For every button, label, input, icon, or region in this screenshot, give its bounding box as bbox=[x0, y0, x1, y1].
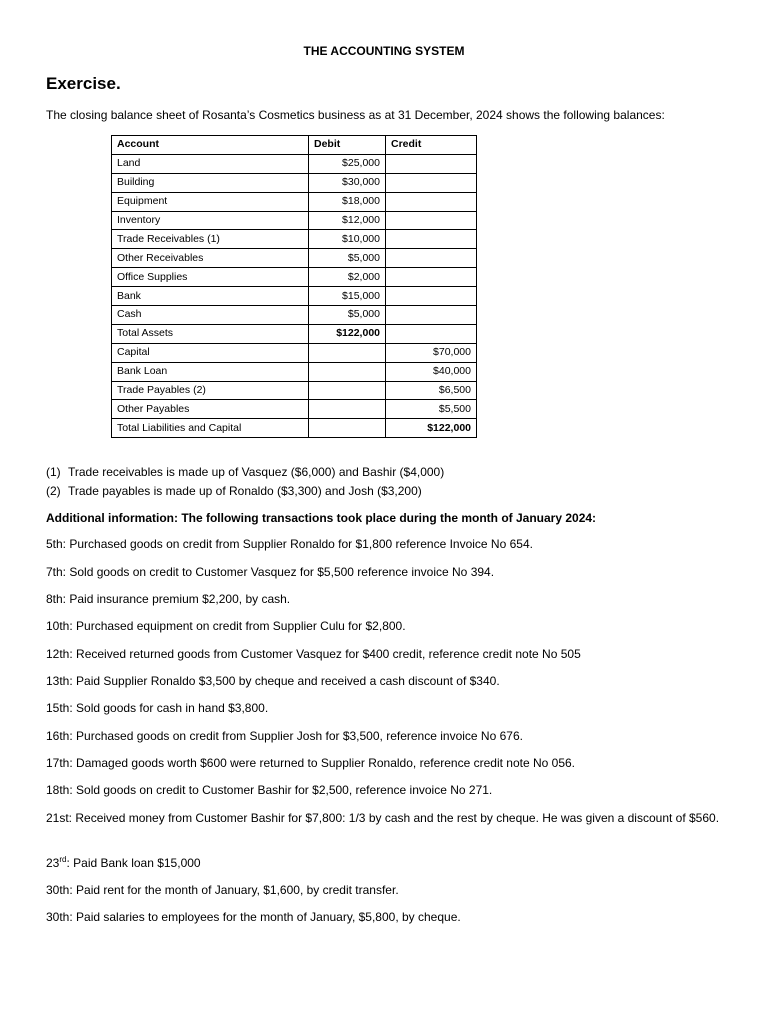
debit-cell: $25,000 bbox=[309, 154, 386, 173]
credit-cell: $5,500 bbox=[386, 400, 477, 419]
page-title: THE ACCOUNTING SYSTEM bbox=[303, 44, 465, 58]
account-cell: Equipment bbox=[112, 192, 309, 211]
debit-cell: $12,000 bbox=[309, 211, 386, 230]
credit-cell: $6,500 bbox=[386, 381, 477, 400]
transaction-line: 10th: Purchased equipment on credit from Supplier Culu for $2,800. bbox=[46, 619, 406, 633]
account-cell: Office Supplies bbox=[112, 268, 309, 287]
debit-cell bbox=[309, 381, 386, 400]
table-row bbox=[112, 381, 477, 400]
table-row bbox=[112, 287, 477, 306]
table-row-total-liabilities bbox=[112, 419, 477, 438]
transaction-text: : Paid Bank loan $15,000 bbox=[66, 856, 201, 870]
account-cell: Bank Loan bbox=[112, 362, 309, 381]
debit-total-cell: $122,000 bbox=[309, 324, 386, 343]
table-row bbox=[112, 173, 477, 192]
credit-cell bbox=[386, 173, 477, 192]
transaction-line: 21st: Received money from Customer Bashir for $7,800: 1/3 by cash and the rest by cheque. He was given a discount of $560. bbox=[46, 811, 720, 825]
table-row bbox=[112, 230, 477, 249]
table-row bbox=[112, 211, 477, 230]
table-row bbox=[112, 154, 477, 173]
debit-cell: $15,000 bbox=[309, 287, 386, 306]
header-account: Account bbox=[112, 136, 309, 155]
transaction-line: 5th: Purchased goods on credit from Supplier Ronaldo for $1,800 reference Invoice No 654. bbox=[46, 537, 533, 551]
transaction-line: 17th: Damaged goods worth $600 were returned to Supplier Ronaldo, reference credit note No 056. bbox=[46, 756, 575, 770]
transaction-line: 15th: Sold goods for cash in hand $3,800. bbox=[46, 701, 269, 715]
account-cell: Cash bbox=[112, 306, 309, 325]
transaction-line: 16th: Purchased goods on credit from Supplier Josh for $3,500, reference invoice No 676. bbox=[46, 729, 523, 743]
account-cell: Other Receivables bbox=[112, 249, 309, 268]
balance-sheet-table bbox=[111, 135, 477, 438]
debit-cell: $18,000 bbox=[309, 192, 386, 211]
credit-total-cell: $122,000 bbox=[386, 419, 477, 438]
account-cell: Trade Payables (2) bbox=[112, 381, 309, 400]
footnote bbox=[46, 482, 444, 501]
debit-cell: $10,000 bbox=[309, 230, 386, 249]
account-cell: Bank bbox=[112, 287, 309, 306]
transaction-line: 30th: Paid rent for the month of January, $1,600, by credit transfer. bbox=[46, 883, 399, 897]
debit-cell: $5,000 bbox=[309, 249, 386, 268]
account-cell: Total Assets bbox=[112, 324, 309, 343]
credit-cell bbox=[386, 230, 477, 249]
debit-cell bbox=[309, 343, 386, 362]
table-row bbox=[112, 362, 477, 381]
table-row bbox=[112, 249, 477, 268]
debit-cell bbox=[309, 362, 386, 381]
credit-cell bbox=[386, 211, 477, 230]
transaction-line: 30th: Paid salaries to employees for the month of January, $5,800, by cheque. bbox=[46, 910, 461, 924]
account-cell: Land bbox=[112, 154, 309, 173]
credit-cell bbox=[386, 306, 477, 325]
footnote-text: Trade receivables is made up of Vasquez ($6,000) and Bashir ($4,000) bbox=[68, 465, 445, 479]
footnote-text: Trade payables is made up of Ronaldo ($3,300) and Josh ($3,200) bbox=[68, 484, 422, 498]
additional-info-heading: Additional information: The following transactions took place during the month of January 2024: bbox=[46, 511, 597, 525]
credit-cell bbox=[386, 192, 477, 211]
transaction-line: 8th: Paid insurance premium $2,200, by cash. bbox=[46, 592, 291, 606]
table-row bbox=[112, 400, 477, 419]
credit-cell: $70,000 bbox=[386, 343, 477, 362]
header-debit: Debit bbox=[309, 136, 386, 155]
account-cell: Total Liabilities and Capital bbox=[112, 419, 309, 438]
debit-cell: $30,000 bbox=[309, 173, 386, 192]
ordinal-suffix: rd bbox=[59, 855, 67, 864]
credit-cell bbox=[386, 268, 477, 287]
transaction-line-23rd bbox=[46, 855, 736, 872]
debit-cell: $2,000 bbox=[309, 268, 386, 287]
account-cell: Building bbox=[112, 173, 309, 192]
transaction-line: 13th: Paid Supplier Ronaldo $3,500 by cheque and received a cash discount of $340. bbox=[46, 674, 500, 688]
debit-cell bbox=[309, 419, 386, 438]
debit-cell: $5,000 bbox=[309, 306, 386, 325]
credit-cell bbox=[386, 249, 477, 268]
credit-cell bbox=[386, 154, 477, 173]
account-cell: Capital bbox=[112, 343, 309, 362]
table-row bbox=[112, 343, 477, 362]
transaction-line: 18th: Sold goods on credit to Customer Bashir for $2,500, reference invoice No 271. bbox=[46, 783, 493, 797]
transaction-day: 23 bbox=[46, 856, 60, 870]
footnotes bbox=[46, 463, 444, 501]
header-credit: Credit bbox=[386, 136, 477, 155]
table-header-row bbox=[112, 136, 477, 155]
account-cell: Trade Receivables (1) bbox=[112, 230, 309, 249]
exercise-heading: Exercise. bbox=[46, 74, 121, 93]
credit-cell bbox=[386, 287, 477, 306]
transaction-line: 12th: Received returned goods from Customer Vasquez for $400 credit, reference credit note No 505 bbox=[46, 647, 581, 661]
table-row bbox=[112, 268, 477, 287]
footnote bbox=[46, 463, 444, 482]
table-row bbox=[112, 306, 477, 325]
credit-cell bbox=[386, 324, 477, 343]
table-row bbox=[112, 192, 477, 211]
account-cell: Other Payables bbox=[112, 400, 309, 419]
intro-paragraph: The closing balance sheet of Rosanta’s Cosmetics business as at 31 December, 2024 shows the following balances: bbox=[46, 108, 665, 122]
account-cell: Inventory bbox=[112, 211, 309, 230]
credit-cell: $40,000 bbox=[386, 362, 477, 381]
footnote-number: (2) bbox=[46, 484, 61, 498]
table-row-total-assets bbox=[112, 324, 477, 343]
debit-cell bbox=[309, 400, 386, 419]
transaction-line: 7th: Sold goods on credit to Customer Vasquez for $5,500 reference invoice No 394. bbox=[46, 565, 495, 579]
footnote-number: (1) bbox=[46, 465, 61, 479]
